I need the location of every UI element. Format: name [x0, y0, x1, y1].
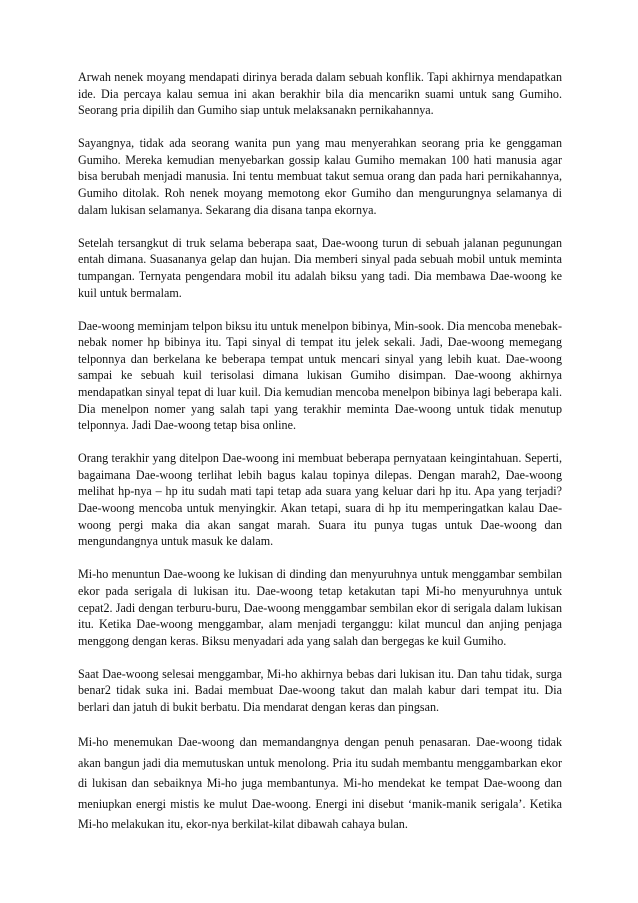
- paragraph: Setelah tersangkut di truk selama beberapa saat, Dae-woong turun di sebuah jalanan pegunungan entah dimana. Suasananya gelap dan hujan. Dia memberi sinyal pada sebuah mobil untuk meminta tumpangan. Ternyata pengendara mobil itu adalah biksu yang tadi. Dia membawa Dae-woong ke kuil untuk bermalam.: [78, 235, 562, 300]
- paragraph: Orang terakhir yang ditelpon Dae-woong ini membuat beberapa pernyataan keingintahuan. Seperti, bagaimana Dae-woong terlihat lebih bagus kalau topinya dilepas. Dengan marah2, Dae-woong melihat hp-nya – hp itu sudah mati tapi tetap ada suara yang keluar dari hp itu. Apa yang terjadi? Dae-woong mencoba untuk menyingkir. Akan tetapi, suara di hp itu memperingatkan kalau Dae-woong pergi maka dia akan sangat marah. Suara itu punya tugas untuk Dae-woong dan mengundangnya untuk masuk ke dalam.: [78, 451, 562, 549]
- document-page: [78, 69, 562, 851]
- paragraph: Mi-ho menemukan Dae-woong dan memandangnya dengan penuh penasaran. Dae-woong tidak akan bangun jadi dia memutuskan untuk menolong. Pria itu sudah membantu menggambarkan ekor di lukisan dan sebaiknya Mi-ho juga membantunya. Mi-ho mendekat ke tempat Dae-woong dan meniupkan energi mistis ke mulut Dae-woong. Energi ini disebut ‘manik-manik serigala’. Ketika Mi-ho melakukan itu, ekor-nya berkilat-kilat dibawah cahaya bulan.: [78, 735, 562, 832]
- paragraph: Dae-woong meminjam telpon biksu itu untuk menelpon bibinya, Min-sook. Dia mencoba menebak-nebak nomer hp bibinya itu. Tapi sinyal di tempat itu jelek sekali. Jadi, Dae-woong memegang telponnya dan berkelana ke beberapa tempat untuk mencari sinyal yang lebih kuat. Dae-woong sampai ke sebuah kuil terisolasi dimana lukisan Gumiho disimpan. Dae-woong akhirnya mendapatkan sinyal tepat di luar kuil. Dia kemudian mencoba menelpon bibinya lagi beberapa kali. Dia menelpon nomer yang salah tapi yang terakhir meminta Dae-woong untuk tidak menutup telponnya. Jadi Dae-woong tetap bisa online.: [78, 318, 562, 433]
- paragraph: Sayangnya, tidak ada seorang wanita pun yang mau menyerahkan seorang pria ke genggaman Gumiho. Mereka kemudian menyebarkan gossip kalau Gumiho memakan 100 hati manusia agar bisa berubah menjadi manusia. Ini tentu membuat takut semua orang dan pada hari pernikahannya, Gumiho ditolak. Roh nenek moyang memotong ekor Gumiho dan mengurungnya selamanya di dalam lukisan selamanya. Sekarang dia disana tanpa ekornya.: [78, 136, 562, 217]
- paragraph: Mi-ho menuntun Dae-woong ke lukisan di dinding dan menyuruhnya untuk menggambar sembilan ekor pada serigala di lukisan itu. Dae-woong tetap ketakutan tapi Mi-ho menyuruhnya untuk cepat2. Jadi dengan terburu-buru, Dae-woong menggambar sembilan ekor di serigala dalam lukisan itu. Ketika Dae-woong menggambar, alam menjadi terganggu: kilat muncul dan anjing penjaga menggong dengan keras. Biksu menyadari ada yang salah dan bergegas ke kuil Gumiho.: [78, 567, 562, 648]
- paragraph: Arwah nenek moyang mendapati dirinya berada dalam sebuah konflik. Tapi akhirnya mendapatkan ide. Dia percaya kalau semua ini akan berakhir bila dia mencarikn suami untuk sang Gumiho. Seorang pria dipilih dan Gumiho siap untuk melaksanakn pernikahannya.: [78, 70, 562, 118]
- paragraph: Saat Dae-woong selesai menggambar, Mi-ho akhirnya bebas dari lukisan itu. Dan tahu tidak, surga benar2 tidak suka ini. Badai membuat Dae-woong takut dan malah kabur dari tempat itu. Dia berlari dan jatuh di bukit berbatu. Dia mendarat dengan keras dan pingsan.: [78, 666, 562, 714]
